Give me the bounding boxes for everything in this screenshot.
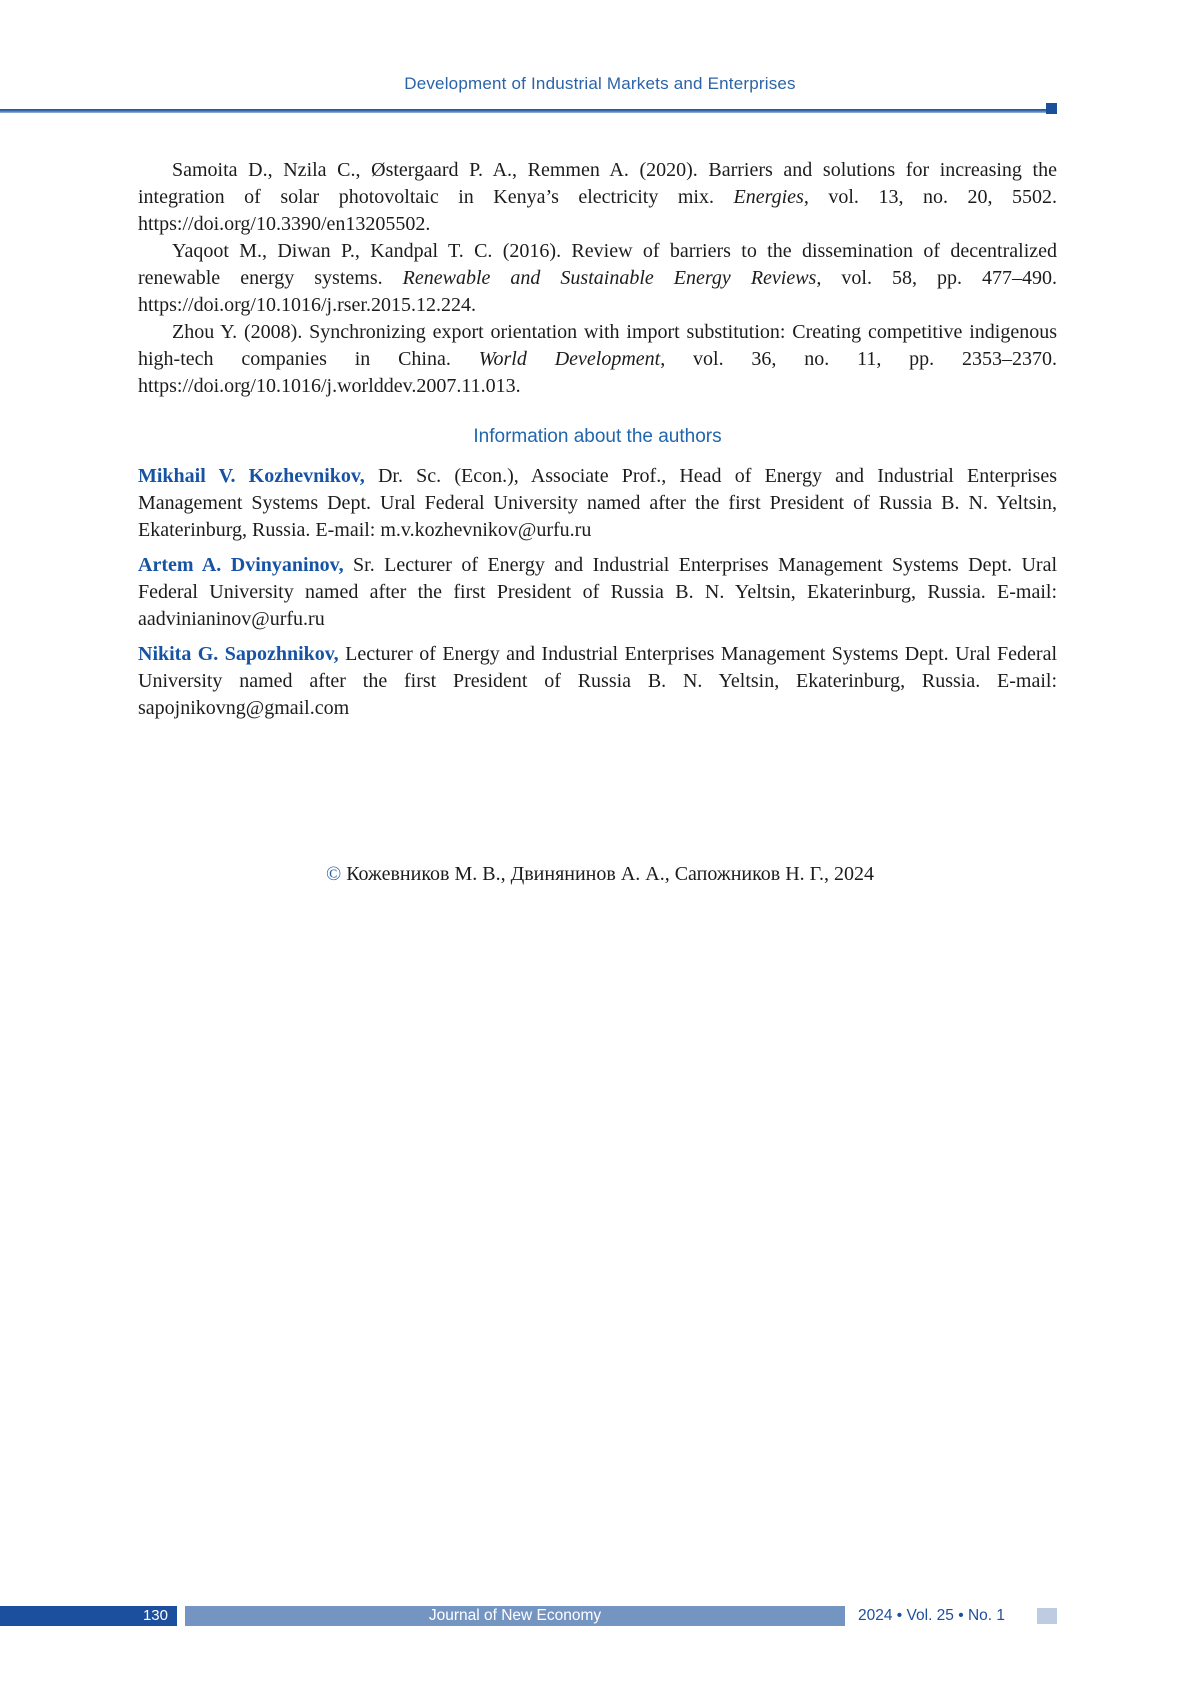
copyright-line	[0, 861, 1200, 888]
authors-section	[138, 463, 1057, 722]
author-name: Artem A. Dvinyaninov,	[138, 554, 344, 576]
author-bio-text: Dr. Sc. (Econ.), Associate Prof., Head of Energy and Industrial Enterprises Management Systems Dept. Ural Federal University named after the first President of Russia B. N. Yeltsin, Ekaterinburg, Russia. E-mail: m.v.kozhevnikov@urfu.ru	[138, 465, 1057, 541]
reference-text: Samoita D., Nzila C., Østergaard P. A., Remmen A. (2020). Barriers and solutions for increasing the integration of solar photovoltaic in Kenya’s electricity mix.	[138, 159, 1057, 208]
footer-issue-info: 2024 • Vol. 25 • No. 1	[858, 1607, 1006, 1624]
reference-journal-name: World Development	[478, 348, 661, 370]
author-bio-text: Lecturer of Energy and Industrial Enterprises Management Systems Dept. Ural Federal University named after the first President of Russia B. N. Yeltsin, Ekaterinburg, Russia. E-mail: sapojnikovng@gmail.com	[138, 643, 1058, 719]
header-rule	[0, 109, 1050, 113]
reference-text: vol. 58, pp. 477–490. https://doi.org/10.1016/j.rser.2015.12.224.	[138, 267, 1058, 316]
reference-text: , vol. 13, no. 20, 5502. https://doi.org/10.3390/en13205502.	[138, 186, 1057, 235]
footer-end-square	[1037, 1608, 1057, 1624]
reference-text: , vol. 36, no. 11, pp. 2353–2370. https://doi.org/10.1016/j.worlddev.2007.11.013.	[138, 348, 1057, 397]
author-bio	[138, 463, 1057, 544]
copyright-text: Кожевников М. В., Двинянинов А. А., Сапожников Н. Г., 2024	[341, 863, 874, 885]
copyright-icon: ©	[325, 863, 342, 885]
footer-journal-name: Journal of New Economy	[185, 1606, 845, 1626]
header-rule-end-square	[1046, 103, 1057, 114]
authors-section-heading: Information about the authors	[473, 426, 722, 447]
running-head-title: Development of Industrial Markets and Enterprises	[404, 74, 796, 93]
reference-journal-name: Renewable and Sustainable Energy Reviews,	[402, 267, 822, 289]
references-section	[138, 157, 1057, 400]
reference-entry	[138, 157, 1057, 238]
reference-journal-name: Energies	[733, 186, 804, 208]
author-bio	[138, 552, 1057, 633]
reference-entry	[138, 238, 1057, 319]
content-column	[138, 157, 1057, 730]
reference-text: Zhou Y. (2008). Synchronizing export orientation with import substitution: Creating competitive indigenous high-tech companies in China.	[138, 321, 1057, 370]
author-name: Mikhail V. Kozhevnikov,	[138, 465, 365, 487]
author-bio-text: Sr. Lecturer of Energy and Industrial Enterprises Management Systems Dept. Ural Federal University named after the first President of Russia B. N. Yeltsin, Ekaterinburg, Russia. E-mail: aadvinianinov@urfu.ru	[138, 554, 1058, 630]
author-name: Nikita G. Sapozhnikov,	[138, 643, 339, 665]
page-footer	[0, 1606, 1200, 1626]
footer-page-number: 130	[0, 1606, 177, 1626]
author-bio	[138, 641, 1057, 722]
reference-text: Yaqoot M., Diwan P., Kandpal T. C. (2016). Review of barriers to the dissemination of decentralized renewable energy systems.	[138, 240, 1057, 289]
reference-entry	[138, 319, 1057, 400]
